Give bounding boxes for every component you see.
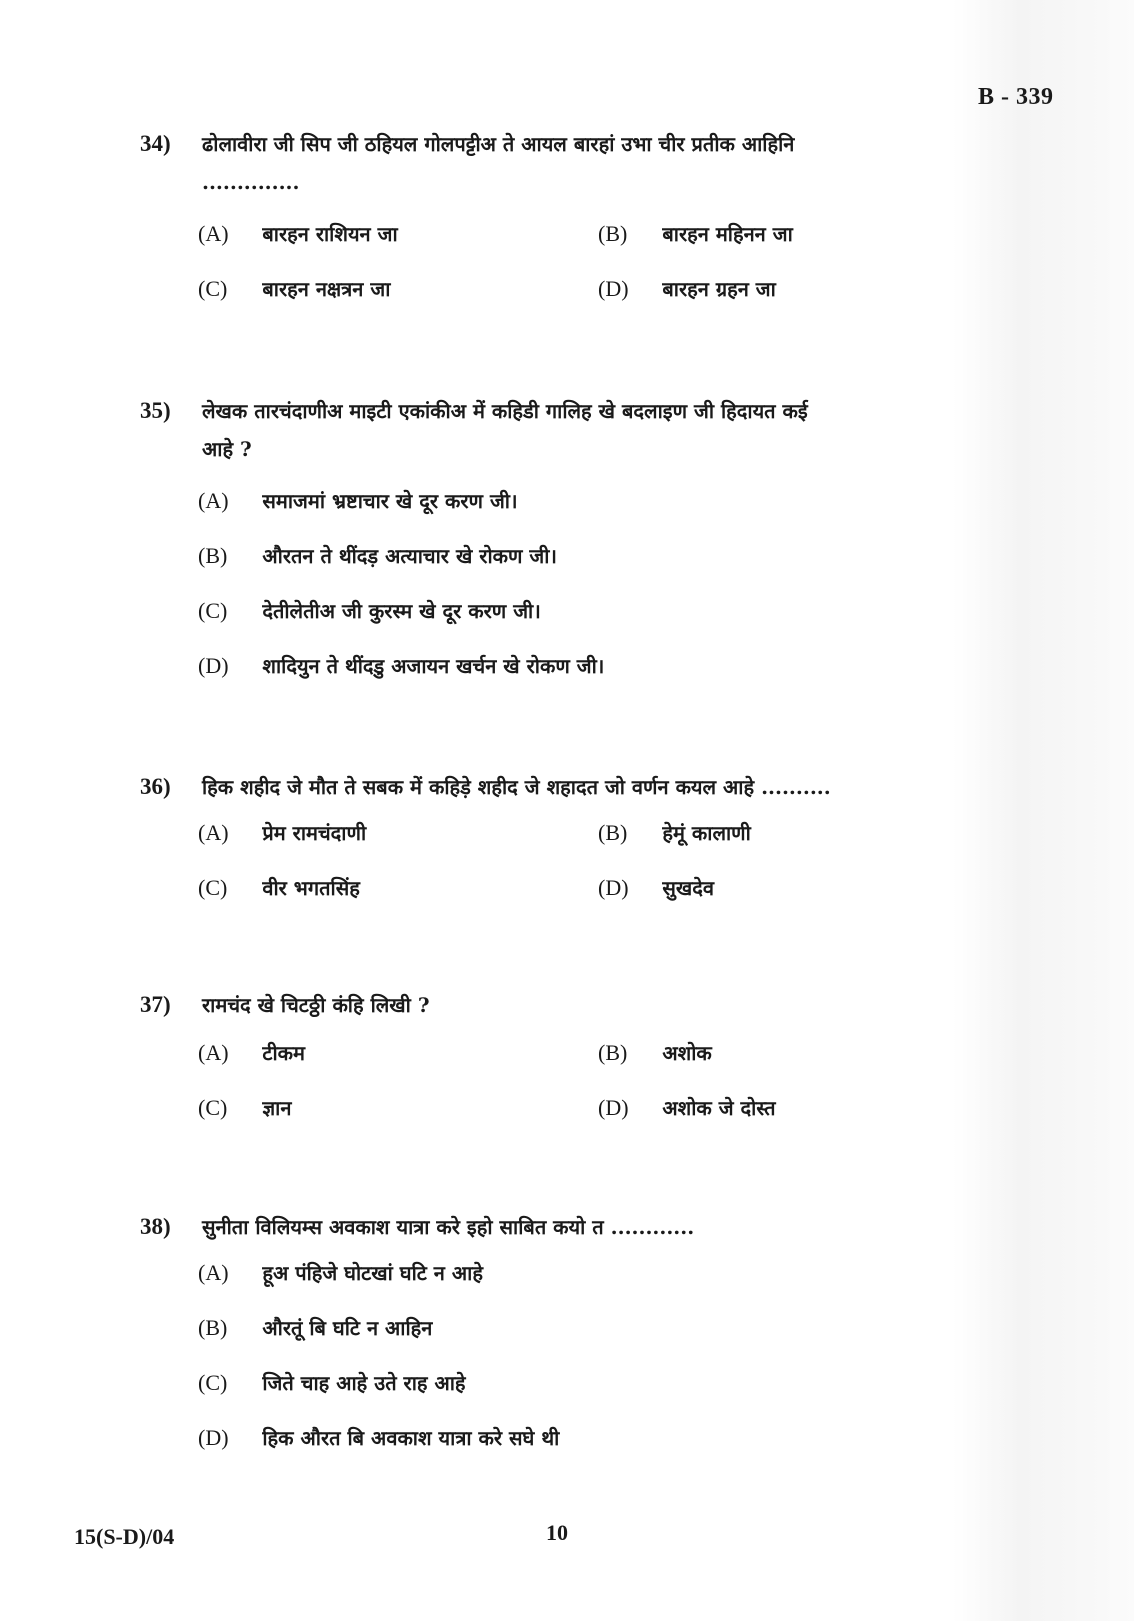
option-text: हूअ पंहिजे घोटखां घटि न आहे	[262, 1261, 483, 1285]
question-number: 38)	[140, 1214, 171, 1239]
options-grid	[198, 813, 1000, 908]
option-text: औरतन ते थींदड़ अत्याचार खे रोकण जी।	[262, 544, 558, 568]
option-b	[598, 1033, 998, 1073]
question-36	[140, 767, 1000, 908]
option-text: प्रेम रामचंदाणी	[262, 821, 367, 845]
option-b	[598, 813, 998, 853]
paper-code-footer: 15(S-D)/04	[74, 1524, 175, 1549]
option-b	[598, 214, 998, 254]
option-letter: (D)	[598, 875, 629, 900]
question-text: लेखक तारचंदाणीअ माइटी एकांकीअ में कहिडी गालिह खे बदलाइण जी हिदायत कई	[202, 399, 808, 423]
option-letter: (B)	[198, 543, 228, 568]
option-letter: (C)	[198, 1370, 228, 1395]
option-letter: (B)	[198, 1315, 228, 1340]
question-line	[140, 1207, 1000, 1247]
question-38	[140, 1207, 1000, 1473]
option-letter: (B)	[598, 221, 628, 246]
option-d	[198, 646, 1000, 701]
option-a	[198, 1253, 1000, 1308]
question-text-continued: ..............	[202, 170, 300, 194]
option-a	[198, 481, 1000, 536]
option-text: अशोक जे दोस्त	[662, 1096, 776, 1120]
question-text: सुनीता विलियम्स अवकाश यात्रा करे इहो साबित कयो त ............	[202, 1215, 695, 1239]
question-number: 36)	[140, 774, 171, 799]
options-list	[198, 481, 1000, 701]
option-letter: (A)	[198, 488, 229, 513]
option-c	[198, 868, 598, 908]
option-letter: (D)	[598, 276, 629, 301]
question-text-continued: आहे ?	[202, 437, 252, 461]
option-letter: (A)	[198, 1260, 229, 1285]
option-c	[198, 1088, 598, 1128]
option-text: बारहन महिनन जा	[662, 222, 793, 246]
option-text: बारहन ग्रहन जा	[662, 277, 776, 301]
paper-code-header: B - 339	[978, 84, 1054, 110]
option-b	[198, 1308, 1000, 1363]
option-text: औरतूं बि घटि न आहिन	[262, 1316, 433, 1340]
option-letter: (A)	[198, 1040, 229, 1065]
option-a	[198, 1033, 598, 1073]
option-letter: (C)	[198, 1095, 228, 1120]
option-text: शादियुन ते थींदडु अजायन खर्चन खे रोकण जी।	[262, 654, 605, 678]
option-text: सुखदेव	[662, 876, 714, 900]
question-line	[140, 985, 1000, 1025]
option-b	[198, 536, 1000, 591]
question-number: 35)	[140, 398, 171, 423]
question-text: रामचंद खे चिटठ्ठी कंहि लिखी ?	[202, 993, 430, 1017]
question-number: 34)	[140, 131, 171, 156]
option-text: बारहन राशियन जा	[262, 222, 398, 246]
option-text: जिते चाह आहे उते राह आहे	[262, 1371, 466, 1395]
question-number: 37)	[140, 992, 171, 1017]
question-text: ढोलावीरा जी सिप जी ठहियल गोलपट्टीअ ते आयल बारहां उभा चीर प्रतीक आहिनि	[202, 132, 795, 156]
option-a	[198, 813, 598, 853]
option-letter: (D)	[198, 653, 229, 678]
option-d	[598, 1088, 998, 1128]
option-text: बारहन नक्षत्रन जा	[262, 277, 391, 301]
option-letter: (C)	[198, 276, 228, 301]
question-34	[140, 124, 1000, 309]
options-grid	[198, 1033, 1000, 1128]
option-letter: (A)	[198, 820, 229, 845]
option-letter: (C)	[198, 598, 228, 623]
option-a	[198, 214, 598, 254]
page-number: 10	[546, 1520, 568, 1545]
question-line	[140, 391, 1000, 431]
option-text: टीकम	[262, 1041, 305, 1065]
option-c	[198, 591, 1000, 646]
question-line	[140, 767, 1000, 807]
option-letter: (D)	[198, 1425, 229, 1450]
option-text: वीर भगतसिंह	[262, 876, 360, 900]
option-letter: (C)	[198, 875, 228, 900]
option-text: समाजमां भ्रष्टाचार खे दूर करण जी।	[262, 489, 518, 513]
option-c	[198, 269, 598, 309]
question-text: हिक शहीद जे मौत ते सबक में कहिड़े शहीद जे शहादत जो वर्णन कयल आहे ..........	[202, 775, 831, 799]
question-35	[140, 391, 1000, 701]
options-list	[198, 1253, 1000, 1473]
option-c	[198, 1363, 1000, 1418]
option-letter: (B)	[598, 1040, 628, 1065]
option-d	[198, 1418, 1000, 1473]
option-letter: (D)	[598, 1095, 629, 1120]
option-letter: (B)	[598, 820, 628, 845]
option-text: देतीलेतीअ जी कुरस्म खे दूर करण जी।	[262, 599, 541, 623]
option-text: हेमूं कालाणी	[662, 821, 751, 845]
option-letter: (A)	[198, 221, 229, 246]
option-d	[598, 269, 998, 309]
question-line	[140, 124, 1000, 164]
option-text: अशोक	[662, 1041, 712, 1065]
question-37	[140, 985, 1000, 1128]
option-text: हिक औरत बि अवकाश यात्रा करे सघे थी	[262, 1426, 560, 1450]
options-grid	[198, 214, 1000, 309]
option-d	[598, 868, 998, 908]
option-text: ज्ञान	[262, 1096, 292, 1120]
